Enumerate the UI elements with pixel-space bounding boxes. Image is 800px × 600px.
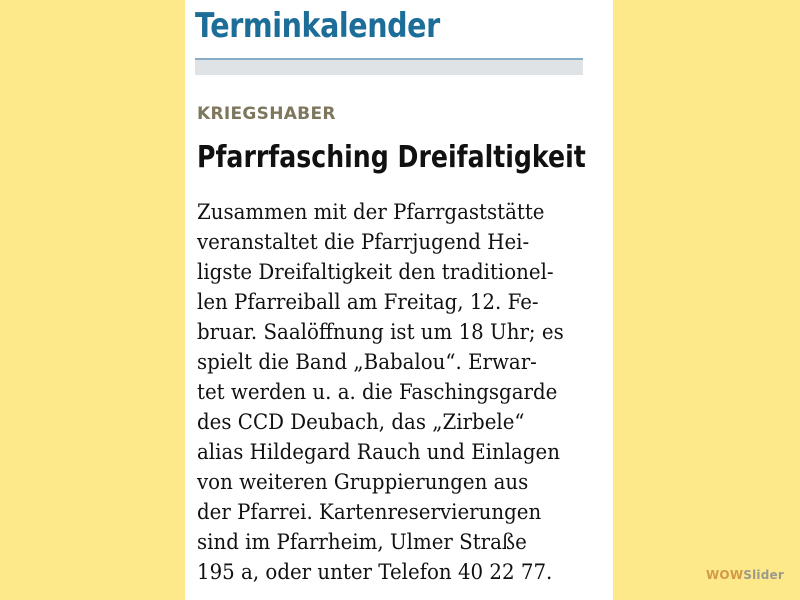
body-line: von weiteren Gruppierungen aus — [197, 470, 529, 495]
body-line: bruar. Saalöffnung ist um 18 Uhr; es — [197, 320, 564, 345]
body-line: tet werden u. a. die Faschingsgarde — [197, 380, 558, 405]
body-line: len Pfarreiball am Freitag, 12. Fe- — [197, 290, 539, 315]
watermark-part1: WOW — [706, 568, 744, 582]
body-line: veranstaltet die Pfarrjugend Hei- — [197, 230, 530, 255]
body-line: der Pfarrei. Kartenreservierungen — [197, 500, 542, 525]
body-line: spielt die Band „Babalou“. Erwar- — [197, 350, 537, 375]
newspaper-clipping — [185, 0, 613, 600]
article-headline: Pfarrfasching Dreifaltigkeit — [197, 140, 586, 175]
body-line: Zusammen mit der Pfarrgaststätte — [197, 200, 545, 225]
body-line: ligste Dreifaltigkeit den traditionel- — [197, 260, 554, 285]
title-rule — [195, 58, 583, 75]
body-line: alias Hildegard Rauch und Einlagen — [197, 440, 560, 465]
wowslider-watermark — [706, 568, 784, 582]
watermark-part2: Slider — [743, 568, 784, 582]
body-line: 195 a, oder unter Telefon 40 22 77. — [197, 560, 553, 585]
body-line: des CCD Deubach, das „Zirbele“ — [197, 410, 525, 435]
section-title: Terminkalender — [195, 6, 440, 46]
article-body — [197, 198, 597, 588]
kicker-location: KRIEGSHABER — [197, 104, 336, 124]
body-line: sind im Pfarrheim, Ulmer Straße — [197, 530, 527, 555]
